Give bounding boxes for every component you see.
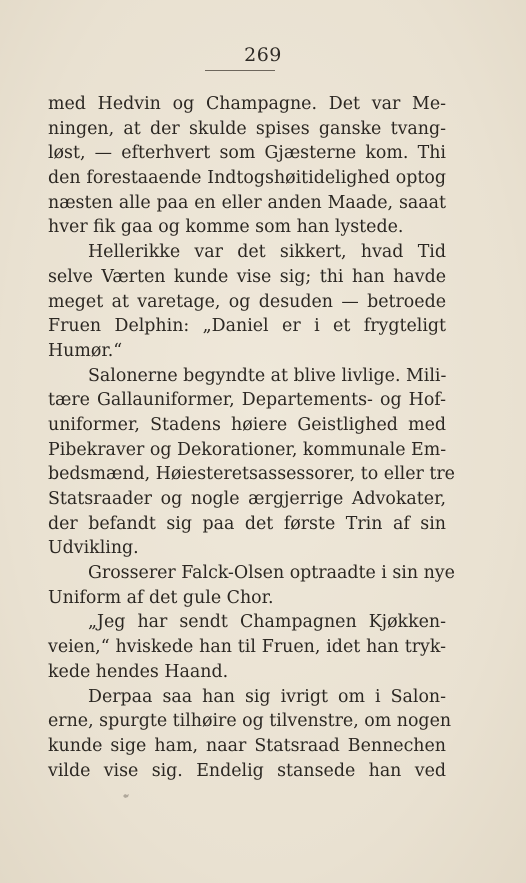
text-line: Derpaa saa han sig ivrigt om i Salon- (88, 686, 446, 707)
text-line: kede hendes Haand. (48, 661, 229, 682)
text-line: Pibekraver og Dekorationer, kommunale Em- (48, 439, 447, 460)
text-line: Grosserer Falck-Olsen optraadte i sin nye (88, 563, 455, 584)
text-line: med Hedvin og Champagne. Det var Me- (48, 94, 446, 114)
text-line: Salonerne begyndte at blive livlige. Mili- (88, 365, 447, 386)
page-number-rule (205, 70, 275, 71)
paper-speck-icon (122, 793, 130, 799)
text-line: tære Gallauniformer, Departements- og Hof- (48, 390, 446, 411)
text-line: Uniform af det gule Chor. (48, 587, 274, 608)
text-line: selve Værten kunde vise sig; thi han havde (48, 266, 446, 287)
paragraph-5 (48, 610, 446, 684)
text-line: vilde vise sig. Endelig stansede han ved (48, 760, 446, 781)
paragraph-2 (48, 240, 446, 363)
text-line: uniformer, Stadens høiere Geistlighed med (48, 414, 446, 435)
paragraph-3 (48, 364, 455, 562)
text-line: Udvikling. (48, 538, 139, 559)
text-line: Hellerikke var det sikkert, hvad Tid (88, 242, 446, 263)
text-line: ningen, at der skulde spises ganske tvang- (48, 118, 446, 139)
text-line: løst, — efterhvert som Gjæsterne kom. Thi (48, 143, 446, 164)
text-line: kunde sige ham, naar Statsraad Bennechen (48, 735, 446, 756)
text-line: bedsmænd, Høiesteretsassessorer, to eller tre (48, 464, 455, 485)
paragraph-4 (48, 561, 455, 610)
text-line: Humør.“ (48, 340, 123, 361)
text-line: der befandt sig paa det første Trin af sin (48, 513, 446, 534)
body-text (48, 92, 455, 783)
paragraph-1 (48, 92, 446, 240)
paragraph-6 (48, 685, 452, 784)
text-line: næsten alle paa en eller anden Maade, saaat (48, 192, 446, 213)
text-line: den forestaaende Indtogshøitidelighed optog (48, 168, 446, 189)
text-line: hver fik gaa og komme som han lystede. (48, 217, 404, 238)
text-line: Fruen Delphin: „Daniel er i et frygteligt (48, 316, 446, 337)
text-line: Statsraader og nogle ærgjerrige Advokater, (48, 489, 446, 509)
text-line: erne, spurgte tilhøire og tilvenstre, om nogen (48, 711, 452, 732)
text-line: „Jeg har sendt Champagnen Kjøkken- (88, 612, 446, 633)
text-line: veien,“ hviskede han til Fruen, idet han tryk- (48, 637, 446, 658)
page-number: 269 (244, 44, 282, 66)
text-line: meget at varetage, og desuden — betroede (48, 291, 446, 312)
